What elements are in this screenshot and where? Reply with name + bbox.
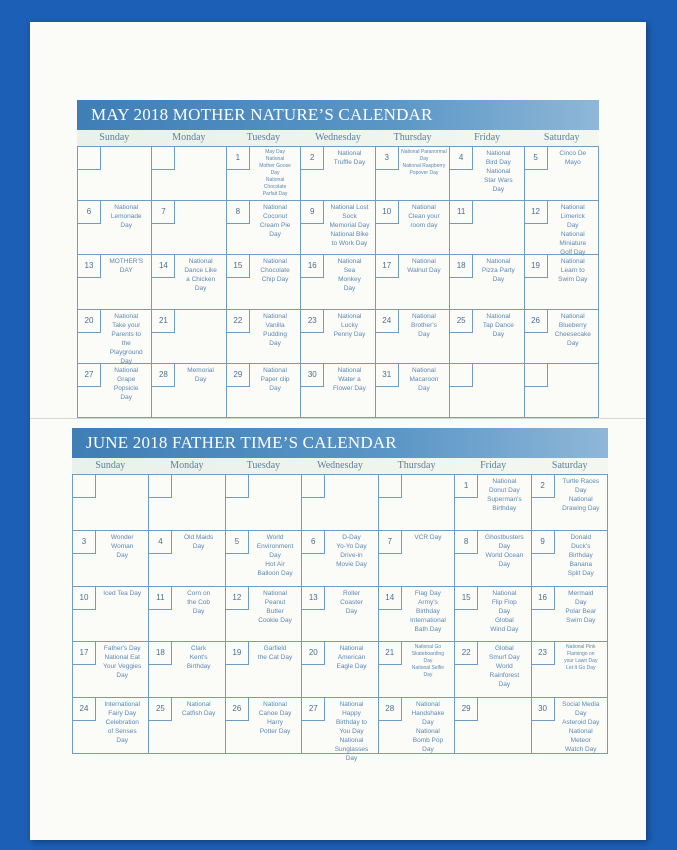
day-number: 2 (532, 475, 555, 498)
day-number: 2 (301, 147, 324, 170)
day-cell (376, 147, 450, 201)
day-number: 14 (379, 587, 402, 610)
day-number: 24 (376, 310, 399, 333)
day-number: 19 (525, 255, 548, 278)
day-cell (450, 147, 524, 201)
day-number: 3 (73, 531, 96, 554)
day-events: MOTHER'S DAY (109, 258, 144, 275)
day-events: National Sea Monkey Day (337, 258, 362, 293)
day-cell (149, 531, 225, 587)
weekday-header (72, 458, 608, 474)
day-number: 16 (532, 587, 555, 610)
day-cell (525, 255, 599, 309)
day-number: 5 (525, 147, 548, 170)
day-events: National Donut Day Superman's Birthday (487, 478, 522, 512)
weekday-label: Thursday (397, 460, 436, 471)
day-cell (227, 364, 301, 418)
day-events: National Happy Birthday to You Day National Sunglasses Day (334, 701, 369, 763)
day-events: National Vanilla Pudding Day (263, 312, 287, 347)
day-events: National Go Skateboarding Day National Selfie Day (411, 644, 445, 679)
day-cell (455, 698, 531, 754)
day-events: National Take your Parents to the Playground Day (109, 312, 143, 365)
day-number: 28 (152, 364, 175, 387)
day-number: 30 (301, 364, 324, 387)
day-cell (379, 642, 455, 698)
day-number: 11 (450, 201, 473, 224)
day-events: National Limerick Day National Miniature Golf Day (559, 204, 587, 257)
day-events: International Fairy Day Celebration of Senses Day (104, 701, 141, 745)
day-cell (78, 201, 152, 255)
day-cell (532, 698, 608, 754)
day-cell (525, 201, 599, 255)
day-events: National Water a Flower Day (333, 366, 366, 392)
day-cell (532, 475, 608, 531)
day-events: Mermaid Day Polar Bear Swim Day (565, 589, 597, 624)
day-cell (152, 147, 226, 201)
day-number: 6 (78, 201, 101, 224)
day-number: 1 (455, 475, 478, 498)
day-events: National Dance Like a Chicken Day (184, 258, 217, 293)
day-number: 9 (532, 531, 555, 554)
day-events: D-Day Yo-Yo Day Drive-in Movie Day (336, 533, 367, 568)
day-number: 11 (149, 587, 172, 610)
day-cell (455, 587, 531, 643)
day-number: 13 (302, 587, 325, 610)
day-cell (78, 255, 152, 309)
day-events: Ghostbusters Day World Ocean Day (485, 533, 524, 568)
weekday-label: Saturday (543, 132, 580, 143)
day-cell (379, 587, 455, 643)
day-number (73, 475, 96, 498)
day-cell (302, 698, 378, 763)
day-cell (152, 201, 226, 255)
day-events: Corn on the Cob Day (187, 589, 211, 615)
day-cell (450, 364, 524, 418)
day-events: National Paper clip Day (260, 366, 290, 392)
day-number: 31 (376, 364, 399, 387)
day-events: National Truffle Day (333, 150, 366, 166)
day-events: National Tap Dance Day (482, 312, 514, 338)
day-events: National Lemonade Day (110, 204, 142, 230)
day-number: 8 (455, 531, 478, 554)
day-events: May Day National Mother Goose Day National Chocolate Parfait Day (259, 149, 291, 197)
day-events: Clark Kent's Birthday (186, 645, 211, 671)
day-number: 24 (73, 698, 96, 721)
day-events: Social Media Day Asteroid Day National Meteor Watch Day (562, 701, 600, 754)
day-events: National Clean your room day (408, 204, 440, 230)
day-number: 22 (455, 642, 478, 665)
day-events: Wonder Woman Day (110, 533, 134, 559)
day-events: National Handshake Day National Bomb Pop Day (411, 701, 445, 754)
day-number: 29 (227, 364, 250, 387)
weekday-label: Monday (170, 460, 204, 471)
day-number (450, 364, 473, 387)
calendar-title: JUNE 2018 FATHER TIME’S CALENDAR (72, 428, 608, 458)
day-events: National Macaroon Day (409, 366, 439, 392)
day-number (78, 147, 101, 170)
day-events: National Catfish Day (181, 701, 216, 718)
day-cell (376, 201, 450, 255)
day-cell (152, 364, 226, 418)
day-number: 21 (379, 642, 402, 665)
day-number: 8 (227, 201, 250, 224)
day-cell (152, 255, 226, 309)
day-number (525, 364, 548, 387)
day-cell (532, 531, 608, 587)
day-number: 6 (302, 531, 325, 554)
day-cell (227, 255, 301, 309)
paper-fold-line (30, 418, 646, 419)
day-number: 16 (301, 255, 324, 278)
weekday-label: Monday (172, 132, 206, 143)
day-number: 12 (525, 201, 548, 224)
day-cell (532, 642, 608, 698)
day-number: 17 (73, 642, 96, 665)
june-calendar (72, 428, 608, 763)
day-cell (450, 201, 524, 255)
day-number: 25 (149, 698, 172, 721)
day-number: 17 (376, 255, 399, 278)
day-events: National Paranormal Day National Raspberry Popover Day (401, 149, 447, 176)
day-cell (302, 475, 378, 531)
day-cell (73, 642, 149, 698)
day-cell (532, 587, 608, 643)
day-events: Memorial Day (187, 366, 214, 383)
day-cell (301, 364, 375, 418)
weekday-label: Tuesday (246, 460, 281, 471)
day-number: 7 (379, 531, 402, 554)
day-number: 25 (450, 310, 473, 333)
day-events: National Flip Flop Day Global Wind Day (490, 589, 519, 633)
weekday-label: Sunday (99, 132, 130, 143)
day-cell (302, 587, 378, 643)
day-cell (301, 201, 375, 255)
day-events: Flag Day Army's Birthday International Bath Day (410, 589, 446, 633)
day-number: 20 (78, 310, 101, 333)
day-events: National Blueberry Cheesecake Day (554, 312, 591, 347)
day-events: National Lost Sock Memorial Day National Bike to Work Day (329, 204, 370, 248)
weekday-label: Sunday (95, 460, 126, 471)
day-events: National Lucky Penny Day (333, 312, 366, 338)
weekday-label: Tuesday (246, 132, 281, 143)
day-cell (455, 531, 531, 587)
day-events: National American Eagle Day (336, 645, 367, 671)
day-cell (379, 531, 455, 587)
day-number: 22 (227, 310, 250, 333)
day-number: 29 (455, 698, 478, 721)
day-cell (379, 475, 455, 531)
day-number: 7 (152, 201, 175, 224)
day-number: 10 (73, 587, 96, 610)
day-cell (376, 310, 450, 364)
day-number: 21 (152, 310, 175, 333)
day-events: Cinco De Mayo (559, 150, 587, 166)
day-cell (226, 642, 302, 698)
day-cell (379, 698, 455, 754)
day-cell (73, 475, 149, 531)
day-number: 15 (455, 587, 478, 610)
day-number (302, 475, 325, 498)
day-events: Global Smurf Day World Rainforest Day (489, 645, 520, 689)
day-cell (455, 475, 531, 531)
day-events: Iced Tea Day (103, 589, 142, 597)
day-cell (78, 364, 152, 418)
day-events: Father's Day National Eat Your Veggies Day (103, 645, 142, 680)
day-cell (227, 201, 301, 255)
day-events: National Chocolate Chip Day (260, 258, 290, 284)
day-cell (78, 147, 152, 201)
day-number (149, 475, 172, 498)
day-events: World Environment Day Hot Air Balloon Day (256, 533, 294, 577)
day-number: 27 (302, 698, 325, 721)
day-number (379, 475, 402, 498)
day-events: Roller Coaster Day (340, 589, 363, 615)
weekday-label: Friday (474, 132, 501, 143)
day-events: National Canoe Day Harry Potter Day (258, 701, 292, 736)
weekday-label: Friday (480, 460, 507, 471)
day-cell (227, 147, 301, 201)
day-cell (226, 698, 302, 754)
day-cell (226, 531, 302, 587)
day-events: VCR Day (414, 533, 442, 541)
day-events: National Grape Popsicle Day (113, 366, 139, 401)
day-number: 10 (376, 201, 399, 224)
day-events: National Learn to Swim Day (558, 258, 588, 284)
day-cell (226, 587, 302, 643)
may-calendar (77, 100, 599, 418)
day-events: National Pink Flamingo on your Lawn Day Let It Go Day (564, 644, 598, 672)
day-events: Garfield the Cat Day (257, 645, 293, 662)
day-cell (149, 587, 225, 643)
day-cell (149, 698, 225, 754)
day-cell (226, 475, 302, 531)
day-number: 9 (301, 201, 324, 224)
day-events: National Coconut Cream Pie Day (259, 204, 291, 239)
day-events: Turtle Races Day National Drawing Day (562, 478, 600, 512)
day-events: Old Maids Day (184, 533, 214, 550)
day-cell (73, 698, 149, 754)
weekday-header (77, 130, 599, 146)
day-cell (455, 642, 531, 698)
day-number: 15 (227, 255, 250, 278)
day-number: 5 (226, 531, 249, 554)
day-number: 18 (450, 255, 473, 278)
day-cell (302, 642, 378, 698)
day-number: 23 (532, 642, 555, 665)
day-number: 30 (532, 698, 555, 721)
day-number: 19 (226, 642, 249, 665)
day-events: National Pizza Party Day (481, 258, 515, 284)
day-number: 1 (227, 147, 250, 170)
day-cell (149, 475, 225, 531)
day-number: 28 (379, 698, 402, 721)
day-number: 12 (226, 587, 249, 610)
day-number: 26 (525, 310, 548, 333)
day-number: 20 (302, 642, 325, 665)
day-cell (227, 310, 301, 364)
weekday-label: Saturday (551, 460, 588, 471)
day-cell (450, 310, 524, 364)
day-cell (525, 147, 599, 201)
weekday-label: Wednesday (317, 460, 363, 471)
day-cell (376, 255, 450, 309)
calendar-title: MAY 2018 MOTHER NATURE’S CALENDAR (77, 100, 599, 130)
day-cell (301, 310, 375, 364)
day-cell (301, 147, 375, 201)
day-cell (301, 255, 375, 309)
day-cell (149, 642, 225, 698)
day-number: 18 (149, 642, 172, 665)
day-number: 4 (450, 147, 473, 170)
day-cell (73, 587, 149, 643)
day-events: National Peanut Butter Cookie Day (258, 589, 292, 624)
day-number: 26 (226, 698, 249, 721)
calendar-grid (77, 146, 599, 418)
day-cell (450, 255, 524, 309)
day-number: 27 (78, 364, 101, 387)
day-number: 4 (149, 531, 172, 554)
weekday-label: Thursday (393, 132, 432, 143)
day-events: National Bird Day National Star Wars Day (484, 150, 513, 193)
day-number: 14 (152, 255, 175, 278)
day-number (226, 475, 249, 498)
day-cell (78, 310, 152, 364)
day-number: 23 (301, 310, 324, 333)
weekday-label: Wednesday (315, 132, 361, 143)
day-cell (302, 531, 378, 587)
calendar-grid (72, 474, 608, 763)
day-events: Donald Duck's Birthday Banana Split Day (567, 533, 594, 577)
day-cell (73, 531, 149, 587)
day-cell (152, 310, 226, 364)
day-cell (525, 364, 599, 418)
day-cell (376, 364, 450, 418)
day-cell (525, 310, 599, 364)
day-number: 3 (376, 147, 399, 170)
day-events: National Walnut Day (407, 258, 441, 275)
day-events: National Brother's Day (411, 312, 437, 338)
day-number: 13 (78, 255, 101, 278)
day-number (152, 147, 175, 170)
